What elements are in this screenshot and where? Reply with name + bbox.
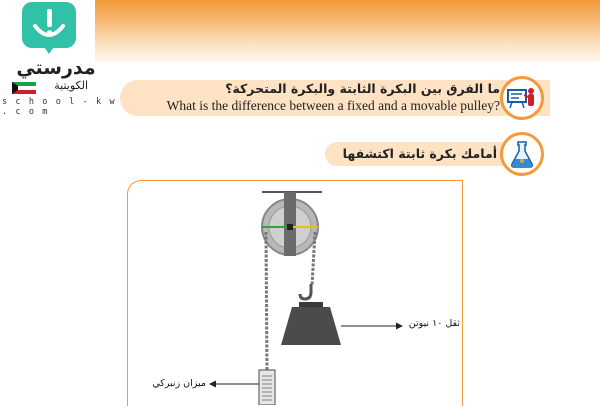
question-arabic: ما الفرق بين البكرة الثابتة والبكرة المتحركة؟: [225, 81, 500, 96]
load-hook: [300, 284, 311, 299]
load-label: ثقل ١٠ نيوتن: [408, 318, 460, 329]
question-english: What is the difference between a fixed and a movable pulley?: [166, 98, 500, 113]
load-weight: [281, 307, 341, 345]
activity-title: أمامك بكرة ثابتة اكتشفها: [342, 146, 497, 161]
spring-scale-label: ميزان زنبركي: [152, 378, 206, 389]
logo-subtitle: الكويتية: [54, 79, 88, 92]
load-top: [299, 302, 323, 307]
scale-arrow-head: [209, 381, 216, 388]
logo-url: s c h o o l - k w . c o m: [2, 97, 117, 117]
pulley-axle: [287, 224, 293, 230]
rope-left: [266, 232, 267, 372]
logo-title: مدرستي: [16, 57, 96, 79]
